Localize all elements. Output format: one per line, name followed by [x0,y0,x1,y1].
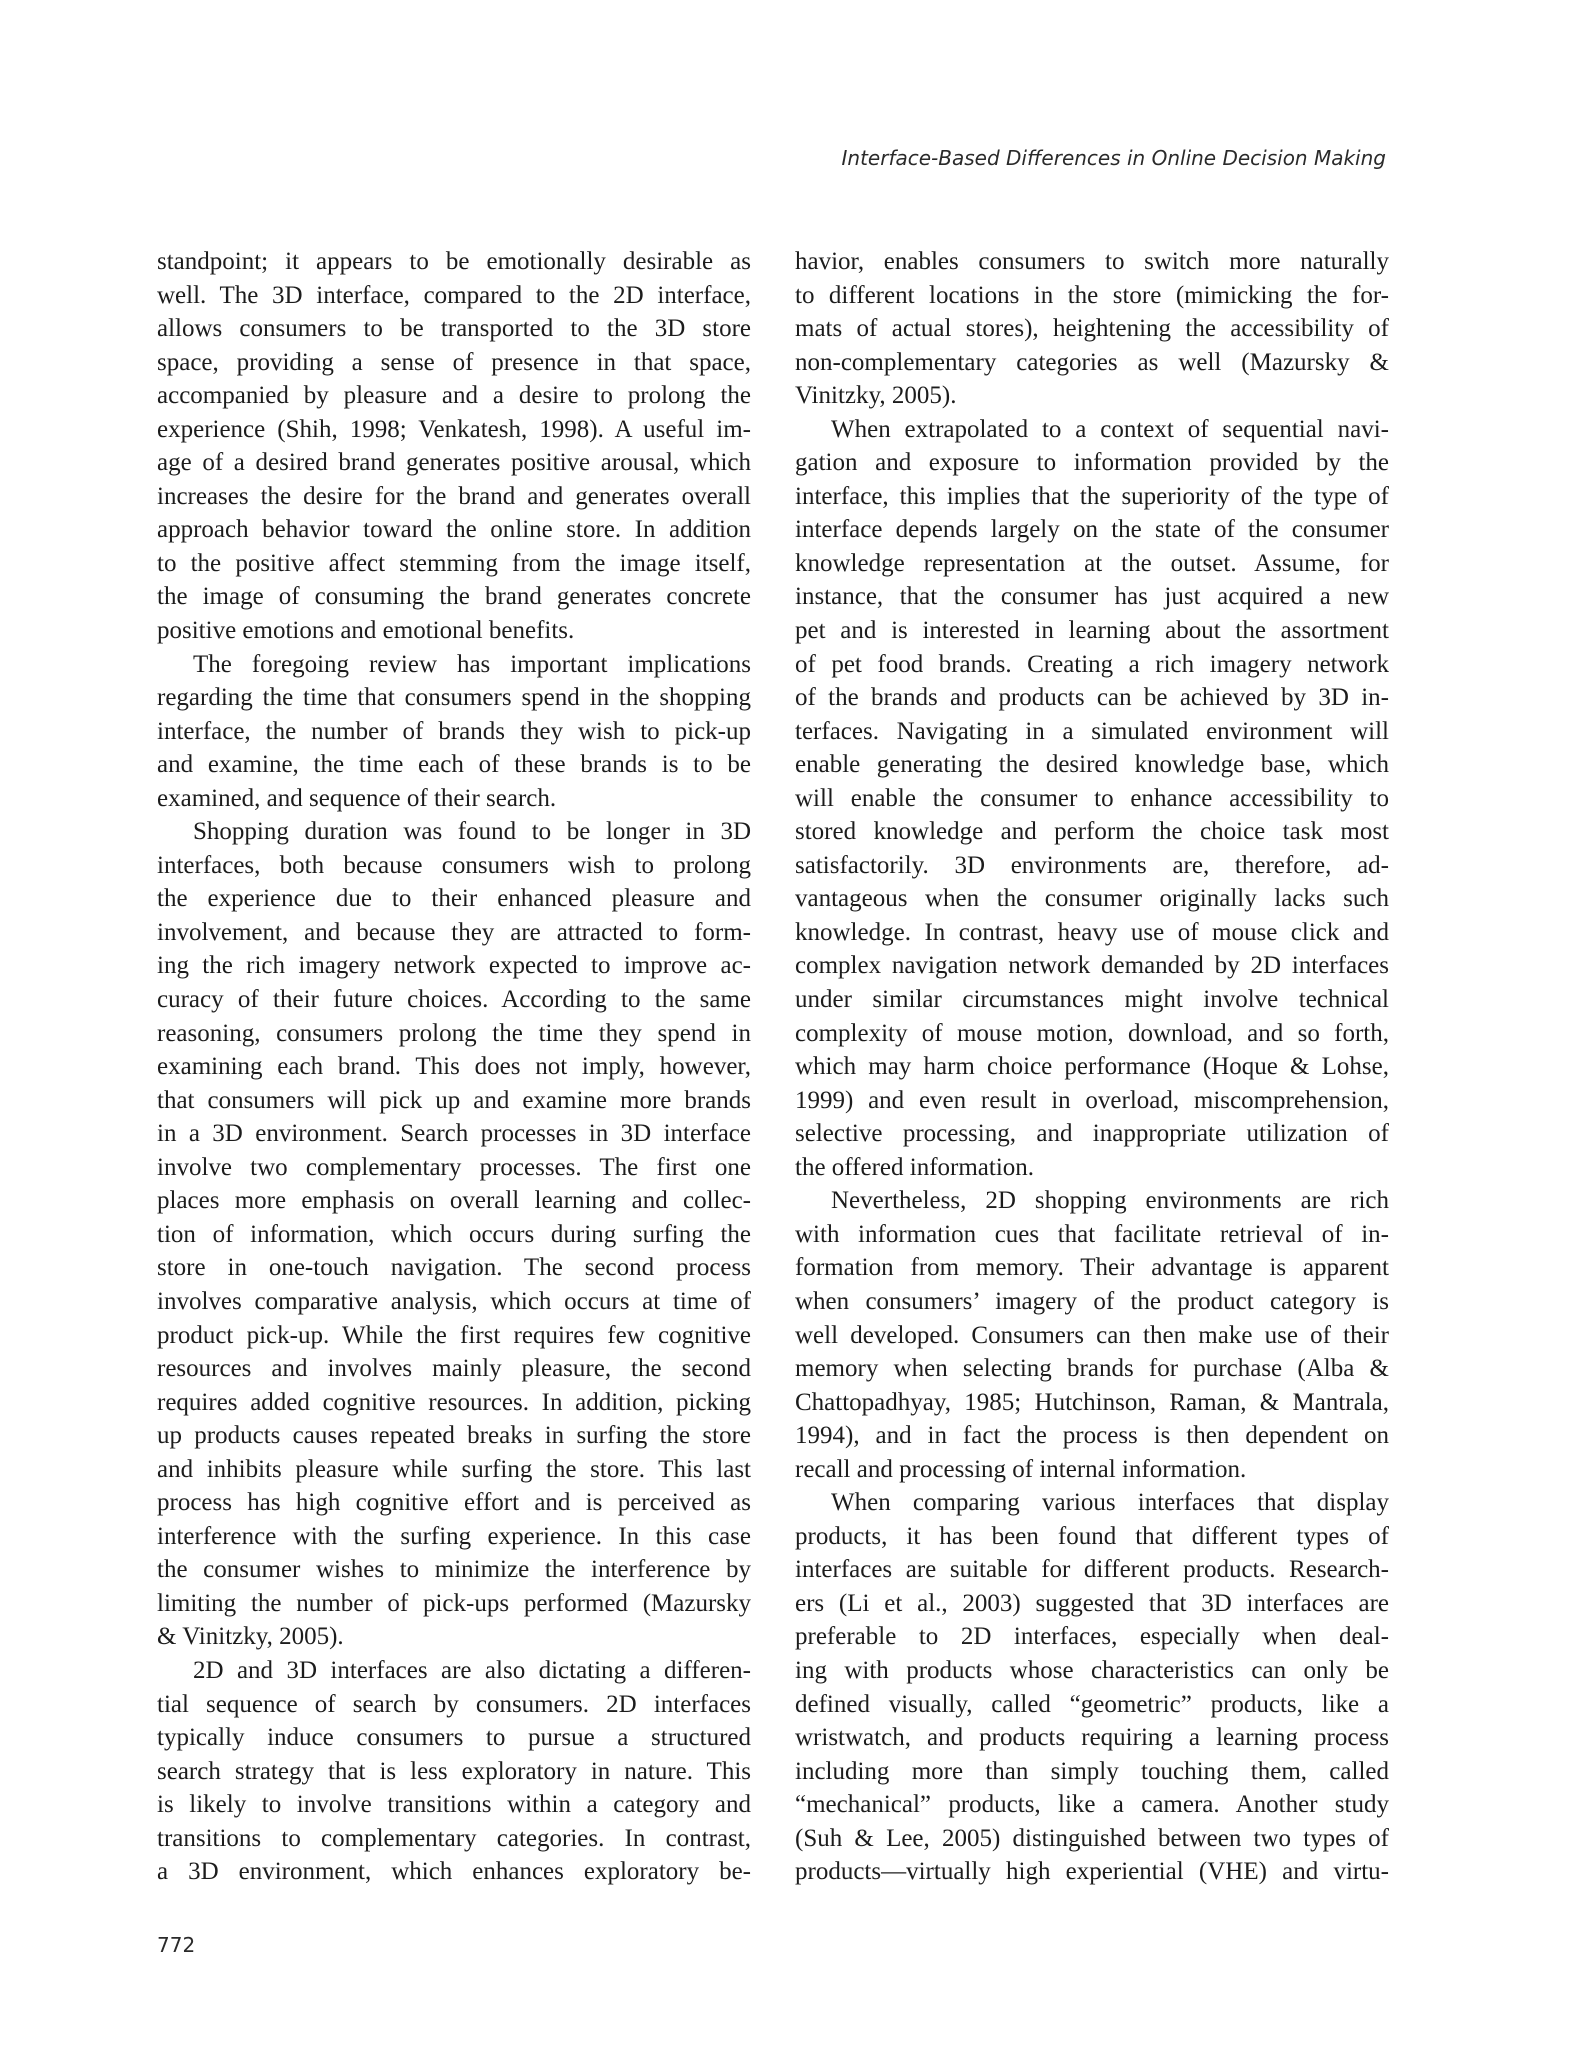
text-line: Shopping duration was found to be longer in 3D [193,818,751,846]
text-line: the consumer wishes to minimize the interference by [157,1556,751,1584]
text-line: positive emotions and emotional benefits. [157,617,575,645]
text-line: with information cues that facilitate retrieval of in- [795,1220,1389,1248]
text-line: resources and involves mainly pleasure, the second [157,1355,751,1383]
text-line: requires added cognitive resources. In addition, picking [157,1388,751,1416]
text-line: selective processing, and inappropriate utilization of [795,1120,1389,1148]
text-line: mats of actual stores), heightening the accessibility of [795,315,1389,343]
text-line: non-complementary categories as well (Mazursky & [795,348,1389,376]
text-line: experience (Shih, 1998; Venkatesh, 1998). A useful im- [157,415,751,443]
text-line: stored knowledge and perform the choice task most [795,818,1389,846]
text-line: involvement, and because they are attracted to form- [157,918,751,946]
text-line: curacy of their future choices. According to the same [157,986,751,1014]
text-line: & Vinitzky, 2005). [157,1623,344,1651]
text-line: knowledge. In contrast, heavy use of mouse click and [795,918,1389,946]
text-line: age of a desired brand generates positive arousal, which [157,449,751,477]
text-line: tion of information, which occurs during surfing the [157,1220,751,1248]
text-line: transitions to complementary categories. In contrast, [157,1824,751,1852]
text-line: Nevertheless, 2D shopping environments are rich [831,1187,1389,1215]
page-number: 772 [157,1933,196,1957]
text-line: When comparing various interfaces that display [831,1489,1389,1517]
text-line: interfaces are suitable for different products. Research- [795,1556,1389,1584]
text-line: ing the rich imagery network expected to improve ac- [157,952,751,980]
text-line: store in one-touch navigation. The second process [157,1254,751,1282]
text-line: instance, that the consumer has just acquired a new [795,583,1389,611]
text-line: interface, this implies that the superiority of the type of [795,482,1389,510]
text-line: to different locations in the store (mimicking the for- [795,281,1389,309]
text-line: havior, enables consumers to switch more naturally [795,248,1389,275]
text-line: the image of consuming the brand generates concrete [157,583,751,611]
text-line: that consumers will pick up and examine more brands [157,1086,751,1114]
text-line: approach behavior toward the online store. In addition [157,516,751,544]
text-line: which may harm choice performance (Hoque & Lohse, [795,1053,1389,1081]
text-line: typically induce consumers to pursue a structured [157,1724,751,1752]
text-line: under similar circumstances might involve technical [795,986,1389,1014]
text-line: regarding the time that consumers spend in the shopping [157,684,751,712]
running-head: Interface-Based Differences in Online Decision Making [841,146,1386,170]
text-line: interference with the surfing experience. In this case [157,1522,751,1550]
text-line: space, providing a sense of presence in that space, [157,348,751,376]
text-line: terfaces. Navigating in a simulated environment will [795,717,1389,745]
text-line: reasoning, consumers prolong the time they spend in [157,1019,751,1047]
text-line: the offered information. [795,1153,1035,1181]
right-text-column [795,245,1389,1889]
text-line: wristwatch, and products requiring a learning process [795,1724,1389,1752]
text-line: Vinitzky, 2005). [795,382,957,410]
text-line: examined, and sequence of their search. [157,784,557,812]
text-line: and examine, the time each of these brands is to be [157,751,751,779]
text-line: to the positive affect stemming from the image itself, [157,549,751,577]
text-line: gation and exposure to information provided by the [795,449,1389,477]
text-line: products—virtually high experiential (VHE) and virtu- [795,1858,1389,1886]
text-line: the experience due to their enhanced pleasure and [157,885,751,913]
text-line: interface depends largely on the state of the consumer [795,516,1389,544]
text-line: of pet food brands. Creating a rich imagery network [795,650,1389,678]
text-line: a 3D environment, which enhances exploratory be- [157,1858,751,1886]
text-line: search strategy that is less exploratory in nature. This [157,1757,751,1785]
text-line: enable generating the desired knowledge base, which [795,751,1389,779]
text-line: well. The 3D interface, compared to the 2D interface, [157,281,751,309]
text-line: in a 3D environment. Search processes in 3D interface [157,1120,751,1148]
text-line: product pick-up. While the first requires few cognitive [157,1321,751,1349]
text-line: when consumers’ imagery of the product category is [795,1287,1389,1315]
text-line: places more emphasis on overall learning and collec- [157,1187,751,1215]
left-text-column [157,245,751,1889]
text-line: products, it has been found that different types of [795,1522,1389,1550]
text-line: limiting the number of pick-ups performed (Mazursky [157,1589,751,1617]
text-line: accompanied by pleasure and a desire to prolong the [157,382,751,410]
text-line: is likely to involve transitions within a category and [157,1791,751,1819]
text-line: 1994), and in fact the process is then dependent on [795,1422,1389,1450]
text-line: ing with products whose characteristics can only be [795,1656,1389,1684]
text-line: vantageous when the consumer originally lacks such [795,885,1389,913]
text-line: tial sequence of search by consumers. 2D interfaces [157,1690,751,1718]
text-line: process has high cognitive effort and is perceived as [157,1489,751,1517]
text-line: up products causes repeated breaks in surfing the store [157,1422,751,1450]
text-line: knowledge representation at the outset. Assume, for [795,549,1389,577]
text-line: interfaces, both because consumers wish to prolong [157,851,751,879]
text-line: involves comparative analysis, which occurs at time of [157,1287,751,1315]
text-line: well developed. Consumers can then make use of their [795,1321,1389,1349]
text-line: Chattopadhyay, 1985; Hutchinson, Raman, & Mantrala, [795,1388,1389,1416]
text-line: 1999) and even result in overload, miscomprehension, [795,1086,1389,1114]
text-line: and inhibits pleasure while surfing the store. This last [157,1455,751,1483]
text-line: defined visually, called “geometric” products, like a [795,1690,1389,1718]
text-line: interface, the number of brands they wish to pick-up [157,717,751,745]
text-line: satisfactorily. 3D environments are, therefore, ad- [795,851,1389,879]
text-line: examining each brand. This does not imply, however, [157,1053,751,1081]
text-line: involve two complementary processes. The first one [157,1153,751,1181]
text-line: increases the desire for the brand and generates overall [157,482,751,510]
text-line: allows consumers to be transported to the 3D store [157,315,751,343]
text-line: (Suh & Lee, 2005) distinguished between two types of [795,1824,1389,1852]
text-line: complex navigation network demanded by 2D interfaces [795,952,1389,980]
text-line: “mechanical” products, like a camera. Another study [795,1791,1389,1819]
text-line: 2D and 3D interfaces are also dictating a differen- [193,1656,751,1684]
text-line: including more than simply touching them, called [795,1757,1389,1785]
text-line: recall and processing of internal information. [795,1455,1247,1483]
text-line: preferable to 2D interfaces, especially when deal- [795,1623,1389,1651]
text-line: will enable the consumer to enhance accessibility to [795,784,1389,812]
text-line: complexity of mouse motion, download, and so forth, [795,1019,1389,1047]
text-line: The foregoing review has important implications [193,650,751,678]
text-line: ers (Li et al., 2003) suggested that 3D interfaces are [795,1589,1389,1617]
text-line: standpoint; it appears to be emotionally desirable as [157,248,751,275]
text-line: When extrapolated to a context of sequential navi- [831,415,1389,443]
text-line: formation from memory. Their advantage is apparent [795,1254,1389,1282]
text-line: memory when selecting brands for purchase (Alba & [795,1355,1389,1383]
text-line: of the brands and products can be achieved by 3D in- [795,684,1389,712]
text-line: pet and is interested in learning about the assortment [795,617,1389,645]
